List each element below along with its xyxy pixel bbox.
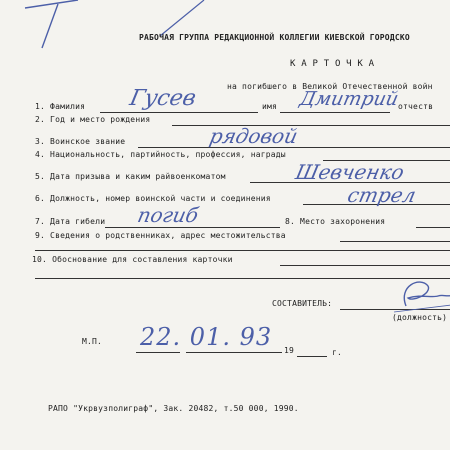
- composer-label: СОСТАВИТЕЛЬ:: [272, 299, 333, 308]
- field-7-label: 7. Дата гибели: [35, 217, 106, 226]
- corner-pen-mark: [20, 0, 100, 60]
- field-9-label: 9. Сведения о родственниках, адрес местожительства: [35, 231, 286, 240]
- field-7-death: погиб: [135, 203, 201, 227]
- date-value: 22. 01. 93: [140, 323, 273, 351]
- field-1-name-line: [280, 112, 390, 113]
- field-1-surname: Гусев: [127, 86, 199, 111]
- field-5-label: 5. Дата призыва и каким райвоенкоматом: [35, 172, 226, 181]
- printer-imprint: РАПО "Укрвузполиграф", Зак. 20482, т.50 000, 1990.: [48, 404, 299, 413]
- card-title: К А Р Т О Ч К А: [290, 59, 375, 69]
- field-1-label: 1. Фамилия: [35, 102, 86, 111]
- field-2-label: 2. Год и место рождения: [35, 115, 151, 124]
- field-8-label: 8. Место захоронения: [285, 217, 386, 226]
- field-5-commissariat: Шевченко: [293, 160, 407, 184]
- position-label: (должность): [392, 313, 448, 322]
- field-10-line-2: [35, 278, 450, 279]
- field-3-rank: рядовой: [207, 124, 300, 148]
- header-subtitle: на погибшего в Великой Отечественной войн: [227, 82, 433, 91]
- field-3-label: 3. Воинское звание: [35, 137, 126, 146]
- composer-signature: [392, 276, 450, 316]
- field-4-label: 4. Национальность, партийность, профессия, награды: [35, 150, 286, 159]
- field-7-line: [105, 227, 280, 228]
- field-8-line: [416, 227, 450, 228]
- field-1-firstname: Дмитрий: [297, 88, 401, 110]
- field-9-line: [340, 241, 450, 242]
- year-suffix: г.: [332, 348, 343, 357]
- header-org: РАБОЧАЯ ГРУППА РЕДАКЦИОННОЙ КОЛЛЕГИИ КИЕВСКОЙ ГОРОДСКО: [139, 33, 410, 42]
- field-10-line: [280, 265, 450, 266]
- field-1-patronymic-label: отчеств: [398, 102, 434, 111]
- year-prefix: 19: [284, 346, 295, 355]
- field-6-position: стрел: [345, 183, 419, 207]
- seal-label: М.П.: [82, 337, 103, 346]
- field-1-line: [100, 112, 258, 113]
- year-line: [297, 356, 327, 357]
- field-1-name-label: имя: [262, 102, 278, 111]
- field-10-label: 10. Обоснование для составления карточки: [32, 255, 233, 264]
- field-9-line-2: [35, 250, 450, 251]
- field-6-label: 6. Должность, номер воинской части и соединения: [35, 194, 271, 203]
- date-month-line: [186, 352, 282, 353]
- date-day-line: [136, 352, 180, 353]
